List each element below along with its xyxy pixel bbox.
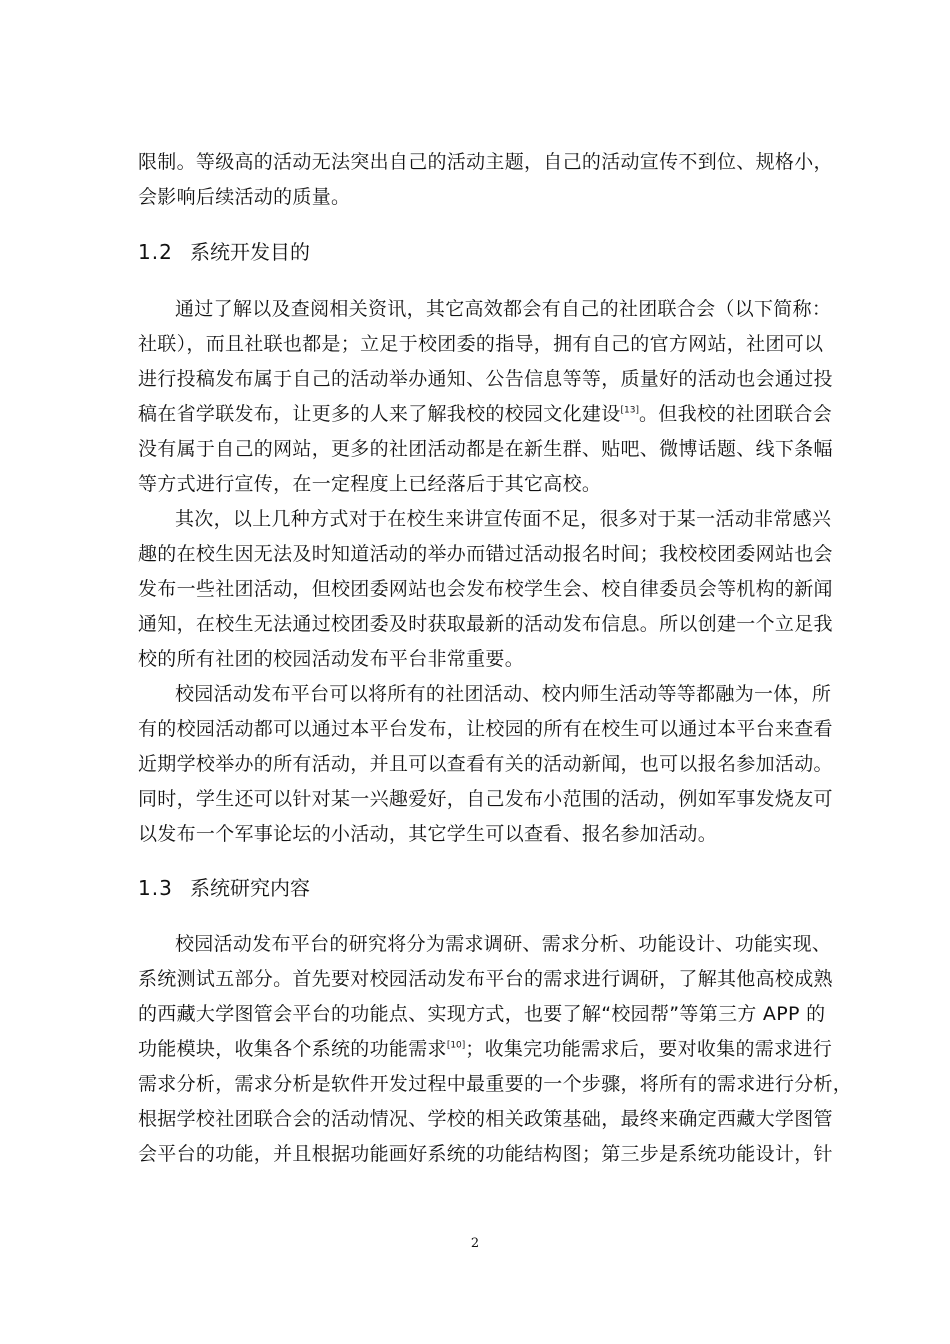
paragraph-line: 等方式进行宣传，在一定程度上已经落后于其它高校。 <box>138 473 602 495</box>
paragraph-line-with-citation <box>138 1037 838 1061</box>
paragraph-line: 需求分析，需求分析是软件开发过程中最重要的一个步骤，将所有的需求进行分析， <box>138 1073 853 1095</box>
section-number: 1.2 <box>138 240 173 264</box>
paragraph-line: 通知，在校生无法通过校团委及时获取最新的活动发布信息。所以创建一个立足我 <box>138 613 833 635</box>
paragraph-line: 同时，学生还可以针对某一兴趣爱好，自己发布小范围的活动，例如军事发烧友可 <box>138 788 833 810</box>
citation-ref: [13] <box>620 405 639 416</box>
paragraph-line: 没有属于自己的网站，更多的社团活动都是在新生群、贴吧、微博话题、线下条幅 <box>138 438 833 460</box>
paragraph-line: 以发布一个军事论坛的小活动，其它学生可以查看、报名参加活动。 <box>138 823 718 845</box>
paragraph-line: 校的所有社团的校园活动发布平台非常重要。 <box>138 648 525 670</box>
paragraph-line: 有的校园活动都可以通过本平台发布，让校园的所有在校生可以通过本平台来查看 <box>138 718 833 740</box>
paragraph-line: 通过了解以及查阅相关资讯，其它高效都会有自己的社团联合会（以下简称： <box>175 298 832 320</box>
intro-line-2: 会影响后续活动的质量。 <box>138 186 351 208</box>
paragraph-line: 校园活动发布平台的研究将分为需求调研、需求分析、功能设计、功能实现、 <box>175 933 832 955</box>
paragraph-line: 趣的在校生因无法及时知道活动的举办而错过活动报名时间；我校校团委网站也会 <box>138 543 833 565</box>
text-segment: 功能模块，收集各个系统的功能需求 <box>138 1038 447 1060</box>
paragraph-line: 校园活动发布平台可以将所有的社团活动、校内师生活动等等都融为一体，所 <box>175 683 832 705</box>
section-title: 系统开发目的 <box>190 240 310 264</box>
paragraph-line: 根据学校社团联合会的活动情况、学校的相关政策基础，最终来确定西藏大学图管 <box>138 1108 833 1130</box>
paragraph-line: 近期学校举办的所有活动，并且可以查看有关的活动新闻，也可以报名参加活动。 <box>138 753 833 775</box>
page-number: 2 <box>470 1236 480 1251</box>
text-segment: 稿在省学联发布，让更多的人来了解我校的校园文化建设 <box>138 403 621 425</box>
paragraph-line-with-citation <box>138 402 838 426</box>
section-heading-1-3 <box>138 875 310 901</box>
text-segment: ；收集完功能需求后，要对收集的需求进行 <box>465 1038 832 1060</box>
paragraph-line: 进行投稿发布属于自己的活动举办通知、公告信息等等，质量好的活动也会通过投 <box>138 368 833 390</box>
paragraph-line: 系统测试五部分。首先要对校园活动发布平台的需求进行调研，了解其他高校成熟 <box>138 968 833 990</box>
paragraph-line: 社联），而且社联也都是；立足于校团委的指导，拥有自己的官方网站，社团可以 <box>138 333 824 355</box>
paragraph-line: 会平台的功能，并且根据功能画好系统的功能结构图；第三步是系统功能设计，针 <box>138 1143 833 1165</box>
intro-line-1: 限制。等级高的活动无法突出自己的活动主题，自己的活动宣传不到位、规格小， <box>138 151 833 173</box>
paragraph-line: 发布一些社团活动，但校团委网站也会发布校学生会、校自律委员会等机构的新闻 <box>138 578 833 600</box>
text-segment: 。但我校的社团联合会 <box>639 403 833 425</box>
section-heading-1-2 <box>138 239 310 265</box>
paragraph-line: 其次，以上几种方式对于在校生来讲宣传面不足，很多对于某一活动非常感兴 <box>175 508 832 530</box>
citation-ref: [10] <box>446 1040 466 1051</box>
section-title: 系统研究内容 <box>190 876 310 900</box>
paragraph-line: 的西藏大学图管会平台的功能点、实现方式，也要了解“校园帮”等第三方 APP 的 <box>138 1003 826 1025</box>
section-number: 1.3 <box>138 876 173 900</box>
